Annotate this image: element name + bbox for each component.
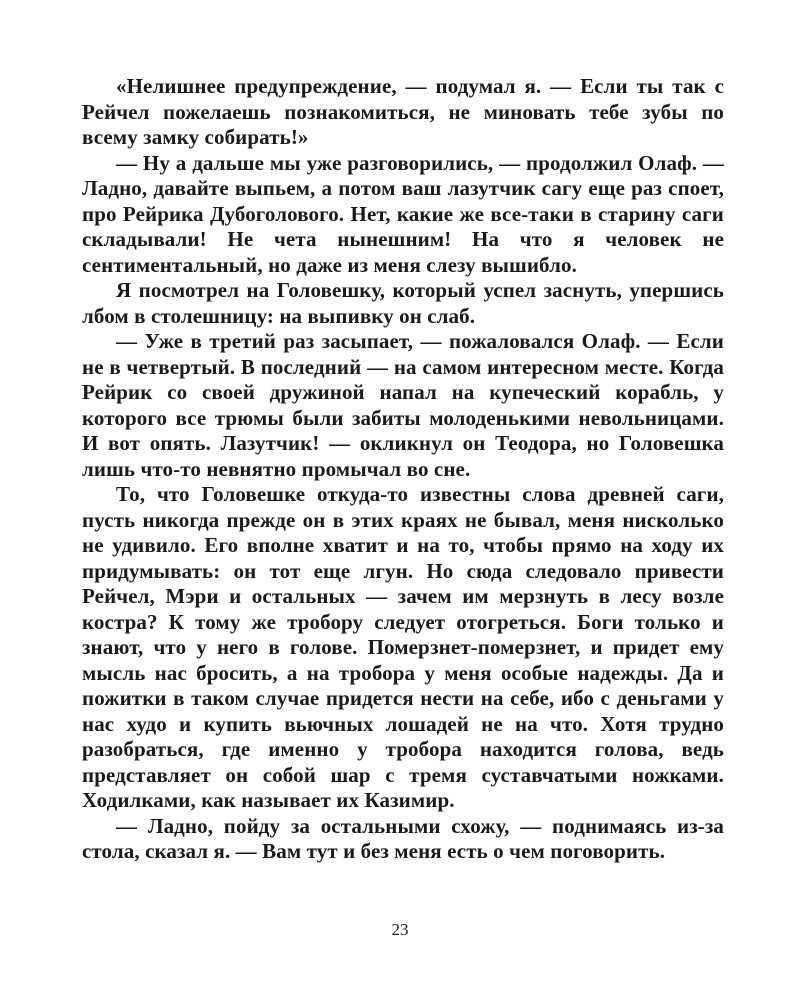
- paragraph-2: — Ну а дальше мы уже разговорились, — продолжил Олаф. — Ладно, давайте выпьем, а потом ваш лазутчик сагу еще раз споет, про Рейрика Дубоголового. Нет, какие же все-таки в старину саги складывали! Не чета нынешним! На что я человек не сентиментальный, но даже из меня слезу вышибло.: [82, 150, 724, 277]
- paragraph-6: — Ладно, пойду за остальными схожу, — поднимаясь из-за стола, сказал я. — Вам тут и без меня есть о чем поговорить.: [82, 813, 724, 863]
- paragraph-4: — Уже в третий раз засыпает, — пожаловался Олаф. — Если не в четвертый. В последний — на самом интересном месте. Когда Рейрик со своей дружиной напал на купеческий корабль, у которого все трюмы были забиты молоденькими невольницами. И вот опять. Лазутчик! — окликнул он Теодора, но Головешка лишь что-то невнятно промычал во сне.: [82, 329, 724, 481]
- paragraph-3: Я посмотрел на Головешку, который успел заснуть, упершись лбом в столешницу: на выпивку он слаб.: [82, 278, 724, 328]
- paragraph-5: То, что Головешке откуда-то известны слова древней саги, пусть никогда прежде он в этих краях не бывал, меня нисколько не удивило. Его вполне хватит и на то, чтобы прямо на ходу их придумывать: он тот еще лгун. Но сюда следовало привести Рейчел, Мэри и остальных — зачем им мерзнуть в лесу возле костра? К тому же тробору следует отогреться. Боги только и знают, что у него в голове. Померзнет-померзнет, и придет ему мысль нас бросить, а на тробора у меня особые надежды. Да и пожитки в таком случае придется нести на себе, ибо с деньгами у нас худо и купить вьючных лошадей не на что. Хотя трудно разобраться, где именно у тробора находится голова, ведь представляет он собой шар с тремя суставчатыми ножками. Ходилками, как называет их Казимир.: [82, 482, 724, 812]
- text-body: [82, 74, 724, 865]
- page-number: 23: [391, 920, 409, 939]
- paragraph-1: «Нелишнее предупреждение, — подумал я. — Если ты так с Рейчел пожелаешь познакомиться, не миновать тебе зубы по всему замку собирать!»: [82, 74, 724, 149]
